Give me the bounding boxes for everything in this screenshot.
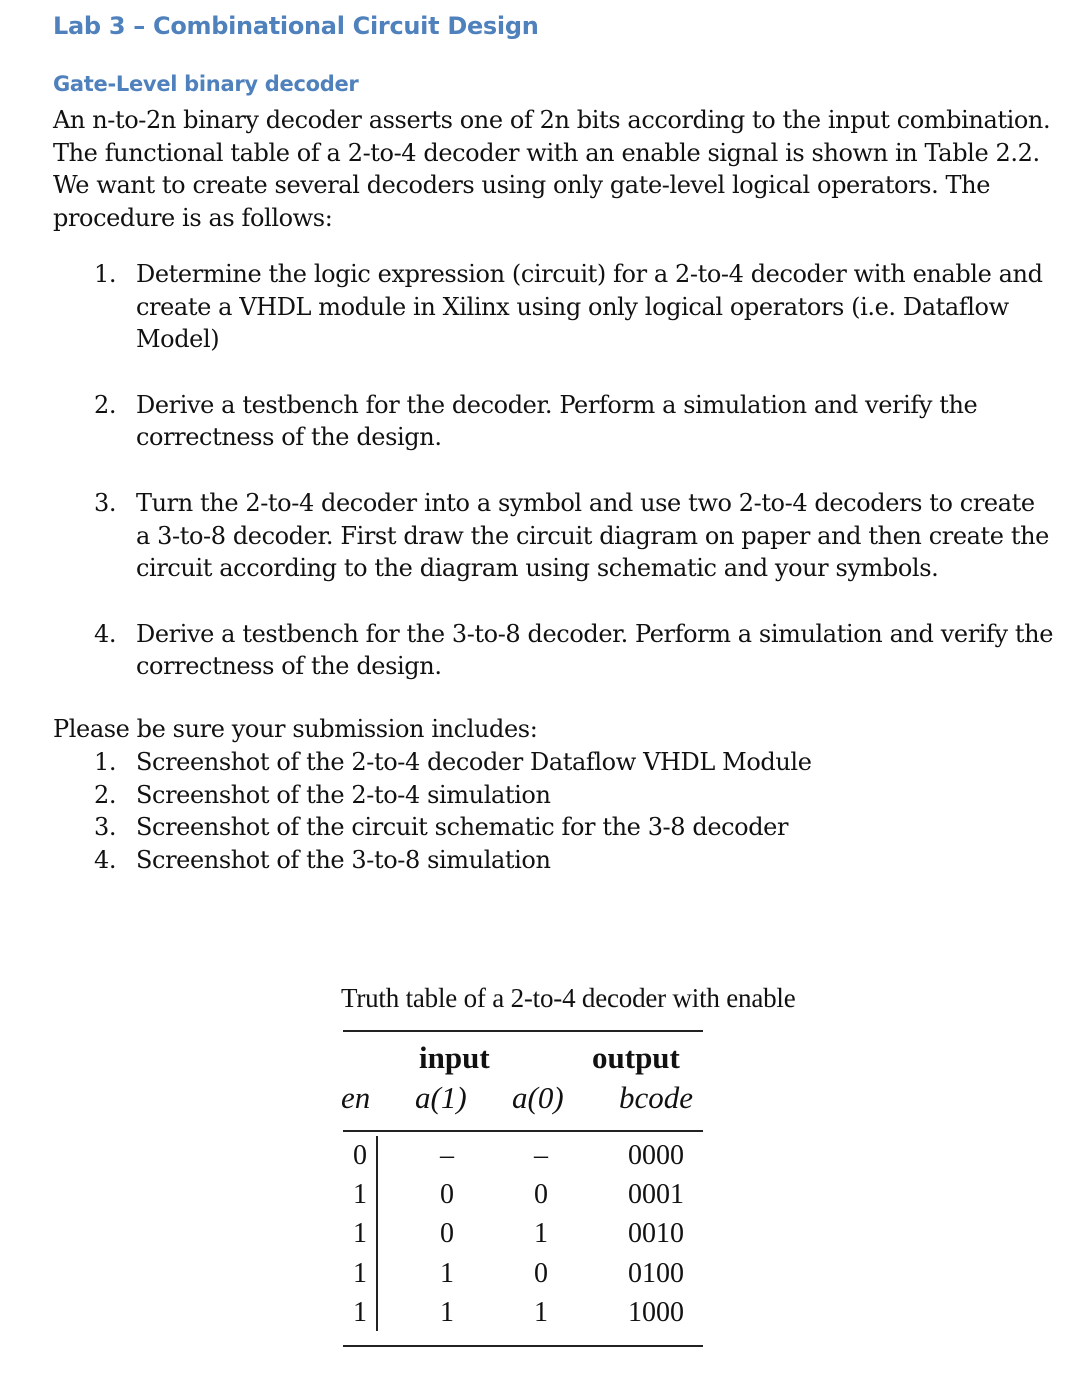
cell-bcode: 0100 [628,1257,684,1289]
cell-en: 1 [353,1179,367,1211]
cell-a1: 1 [440,1257,454,1289]
submission-item-number: 2. [94,780,117,809]
procedure-item-number: 1. [94,260,117,288]
submission-item-text: Screenshot of the circuit schematic for the 3-8 decoder [136,813,789,842]
submission-heading: Please be sure your submission includes: [53,715,538,743]
cell-a0: 1 [534,1218,548,1250]
truth-table-caption: Truth table of a 2-to-4 decoder with enable [341,983,796,1013]
procedure-item [94,389,1054,454]
page-title: Lab 3 – Combinational Circuit Design [53,12,539,40]
cell-en: 0 [353,1140,367,1171]
procedure-item-number: 2. [94,390,117,419]
submission-item-text: Screenshot of the 2-to-4 simulation [136,780,551,809]
cell-a1: 0 [440,1218,454,1250]
submission-item [94,811,1054,844]
table-top-rule [343,1030,703,1032]
truth-table-body [343,1140,703,1336]
submission-item-number: 1. [94,748,117,776]
input-group-header: input [419,1040,490,1075]
table-bottom-rule [343,1345,703,1347]
cell-bcode: 0010 [628,1218,684,1250]
table-row [343,1140,703,1179]
cell-en: 1 [353,1218,367,1250]
procedure-list [94,258,1054,716]
table-row [343,1218,703,1257]
submission-item [94,779,1054,812]
intro-paragraph: An n-to-2n binary decoder asserts one of 2n bits according to the input combination. The functional table of a 2-to-4 decoder with an enable signal is shown in Table 2.2. We want to create several decoders using only gate-level logical operators. The procedure is as follows: [53,106,1051,232]
submission-list [94,746,1054,876]
cell-a1: – [440,1140,454,1171]
procedure-item-number: 3. [94,488,117,517]
column-header-bcode: bcode [619,1080,694,1115]
cell-bcode: 0001 [628,1179,684,1211]
cell-a0: – [534,1140,548,1171]
procedure-item [94,487,1054,585]
output-group-header: output [592,1040,680,1075]
table-row [343,1258,703,1297]
cell-a0: 0 [534,1257,548,1289]
cell-a1: 0 [440,1179,454,1211]
submission-item-number: 4. [94,845,117,874]
procedure-item [94,258,1054,356]
cell-bcode: 0000 [628,1140,684,1171]
column-header-en: en [341,1080,371,1115]
table-row [343,1297,703,1336]
submission-item-number: 3. [94,813,117,842]
cell-en: 1 [353,1257,367,1289]
cell-a0: 1 [534,1296,548,1328]
column-header-a1: a(1) [415,1080,467,1115]
submission-item-text: Screenshot of the 3-to-8 simulation [136,845,551,874]
procedure-item-text: Derive a testbench for the 3-to-8 decoder. Perform a simulation and verify the correctness of the design. [136,619,1054,681]
procedure-item [94,618,1054,683]
cell-en: 1 [353,1296,367,1328]
procedure-item-text: Derive a testbench for the decoder. Perform a simulation and verify the correctness of the design. [136,390,978,452]
cell-a1: 1 [440,1296,454,1328]
table-header-rule [343,1130,703,1132]
section-title: Gate-Level binary decoder [53,72,359,96]
cell-bcode: 1000 [628,1296,684,1328]
procedure-item-text: Turn the 2-to-4 decoder into a symbol and use two 2-to-4 decoders to create a 3-to-8 decoder. First draw the circuit diagram on paper and then create the circuit according to the diagram using schematic and your symbols. [136,488,1049,583]
procedure-item-number: 4. [94,619,117,648]
table-row [343,1179,703,1218]
submission-item-text: Screenshot of the 2-to-4 decoder Dataflow VHDL Module [136,748,812,776]
submission-item [94,844,1054,877]
cell-a0: 0 [534,1179,548,1211]
column-header-a0: a(0) [512,1080,564,1115]
procedure-item-text: Determine the logic expression (circuit) for a 2-to-4 decoder with enable and create a VHDL module in Xilinx using only logical operators (i.e. Dataflow Model) [136,260,1043,354]
submission-item [94,746,1054,779]
